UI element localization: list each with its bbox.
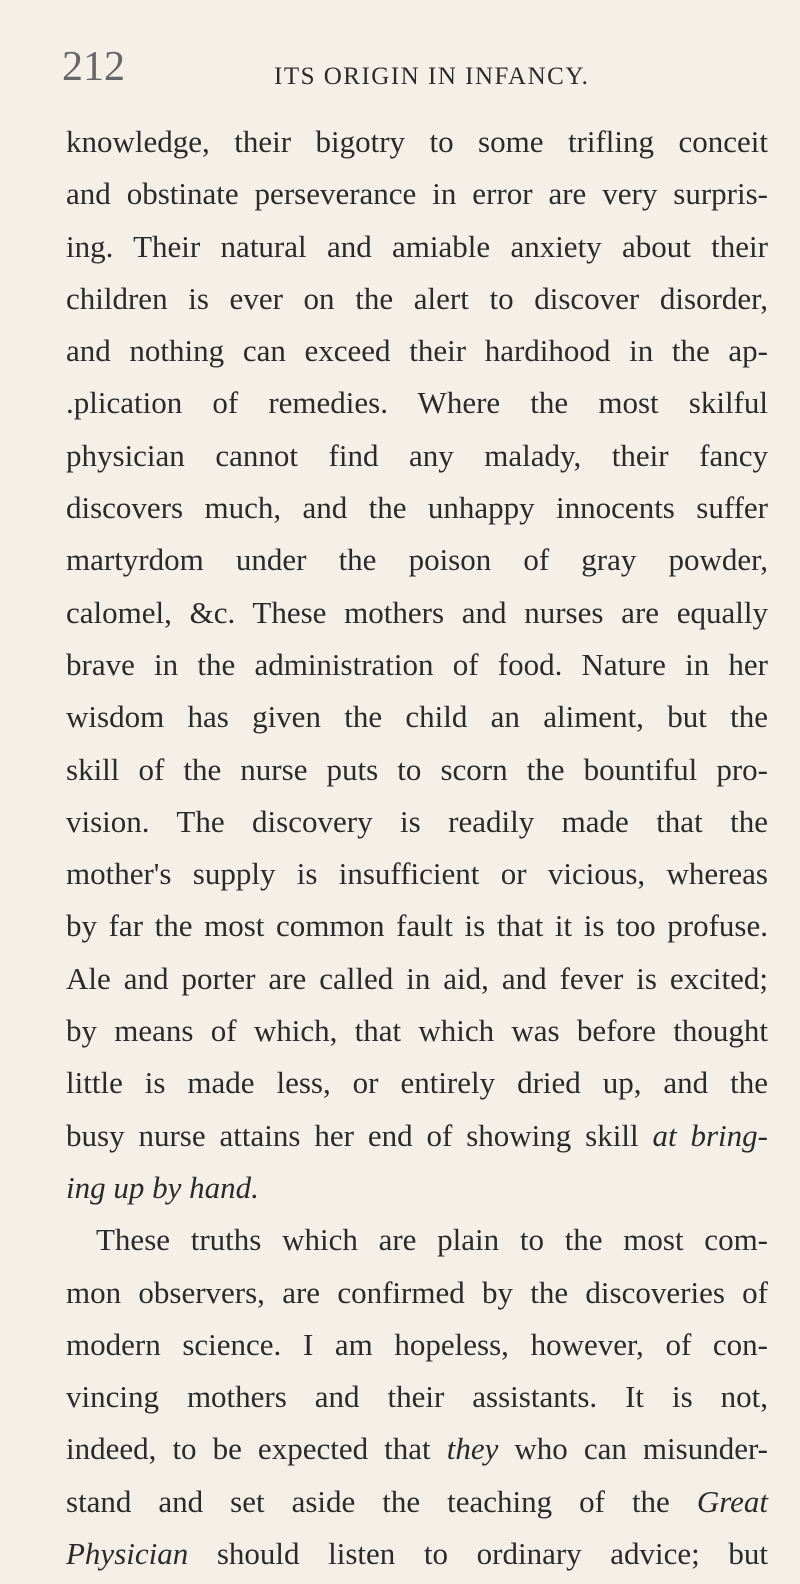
page-header: [62, 46, 760, 96]
text-line: martyrdom under the poison of gray powder,: [66, 542, 768, 578]
text-span: busy nurse attains her end of showing skill: [66, 1117, 639, 1153]
text-line: by means of which, that which was before thought: [66, 1013, 768, 1049]
text-line: brave in the administration of food. Nature in her: [66, 646, 768, 682]
text-line: skill of the nurse puts to scorn the bountiful pro-: [66, 751, 768, 787]
text-span: who can misunder-: [498, 1431, 769, 1467]
text-line: discovers much, and the unhappy innocents suffer: [66, 490, 768, 526]
text-line: vincing mothers and their assistants. It is not,: [66, 1379, 768, 1415]
text-line: [66, 1532, 768, 1584]
italic-span: at bring-: [652, 1117, 768, 1153]
text-span: should listen to ordinary advice; but: [188, 1536, 768, 1572]
text-line: mon observers, are confirmed by the discoveries of: [66, 1274, 768, 1310]
text-line: knowledge, their bigotry to some trifling conceit: [66, 124, 768, 159]
text-span: indeed, to be expected that: [66, 1431, 447, 1467]
text-line: children is ever on the alert to discover disorder,: [66, 280, 768, 316]
text-line: vision. The discovery is readily made that the: [66, 803, 768, 839]
text-span: stand and set aside the teaching of the: [66, 1483, 697, 1519]
italic-span: Great: [696, 1483, 768, 1519]
text-line: modern science. I am hopeless, however, of con-: [66, 1326, 768, 1362]
text-line: calomel, &c. These mothers and nurses are equally: [66, 594, 768, 630]
text-line: and nothing can exceed their hardihood in the ap-: [66, 333, 768, 369]
page-number: 212: [62, 44, 125, 90]
paragraph-first-line: These truths which are plain to the most com-: [96, 1222, 768, 1258]
text-line: .plication of remedies. Where the most skilful: [66, 385, 768, 421]
text-line: little is made less, or entirely dried up, and the: [66, 1065, 768, 1101]
text-line: [66, 1427, 768, 1479]
text-line: by far the most common fault is that it is too profuse.: [66, 908, 768, 944]
running-title: ITS ORIGIN IN INFANCY.: [274, 63, 590, 90]
text-line: [66, 1166, 768, 1218]
body-text: [66, 120, 768, 1584]
italic-span: they: [446, 1431, 499, 1467]
text-line: mother's supply is insufficient or vicious, whereas: [66, 856, 768, 892]
italic-span: Physician: [66, 1536, 189, 1572]
text-line: and obstinate perseverance in error are very surpris-: [66, 176, 768, 212]
text-line: physician cannot find any malady, their fancy: [66, 437, 768, 473]
text-line: [66, 1480, 768, 1532]
text-line: ing. Their natural and amiable anxiety about their: [66, 228, 768, 264]
text-line: [66, 1114, 768, 1166]
text-line: wisdom has given the child an aliment, but the: [66, 699, 768, 735]
italic-span: ing up by hand.: [66, 1169, 259, 1205]
text-line: Ale and porter are called in aid, and fever is excited;: [66, 960, 768, 996]
